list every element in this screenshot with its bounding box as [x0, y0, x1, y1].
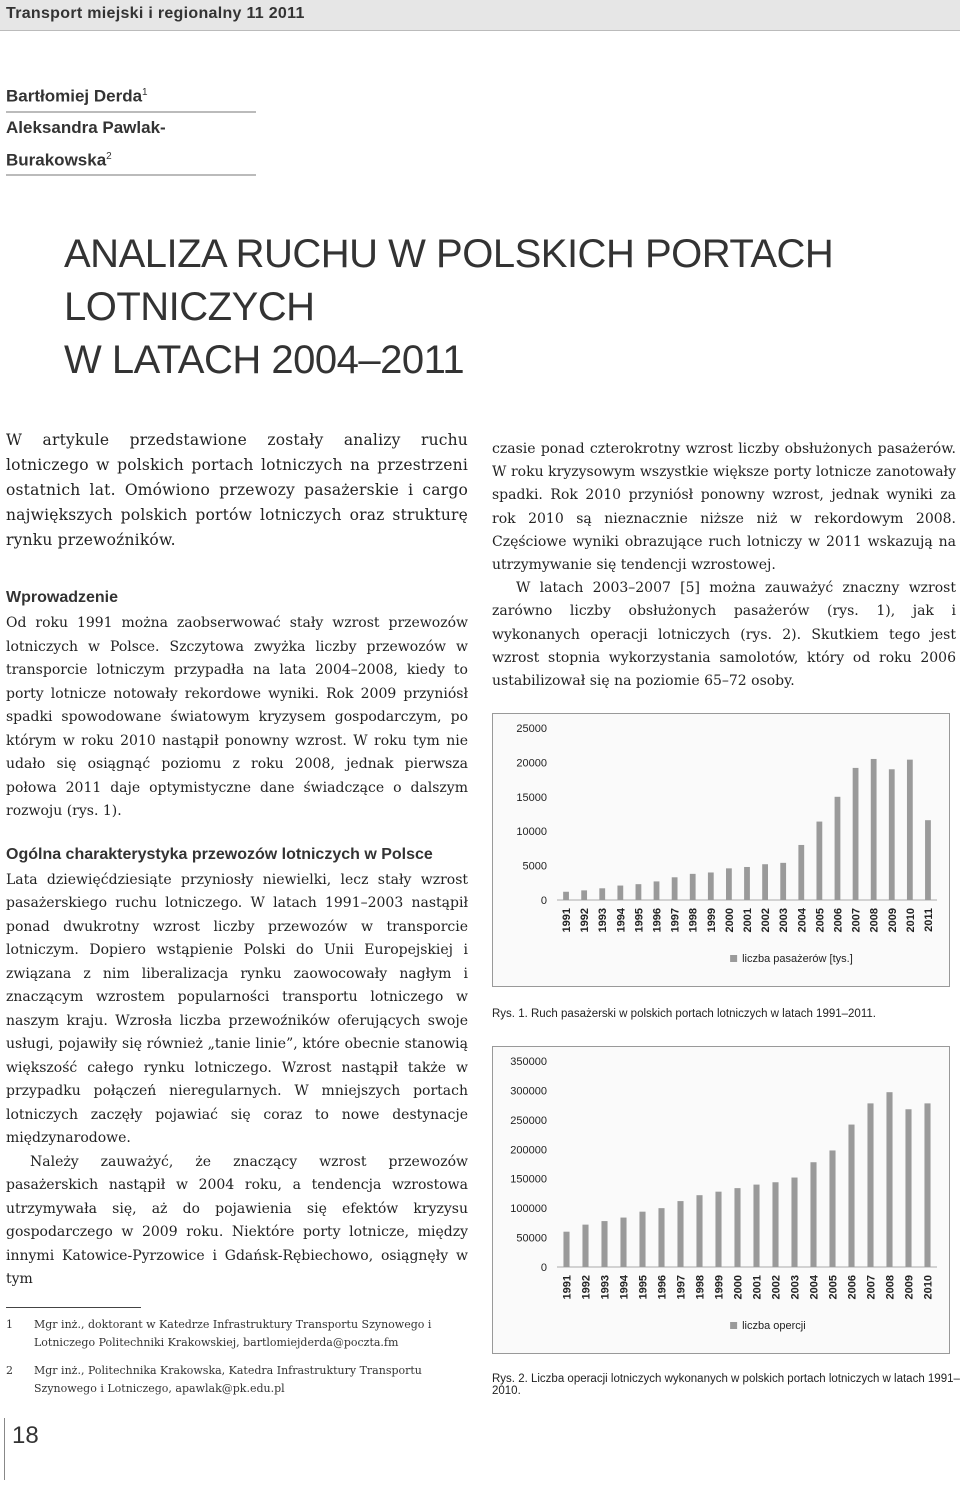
- bar-2-1996: [658, 1208, 664, 1267]
- bar-2-1995: [639, 1212, 645, 1267]
- bar-2-2008: [886, 1092, 892, 1267]
- bar-2-1991: [563, 1232, 569, 1267]
- bar-2-2009: [905, 1109, 911, 1267]
- bar-1-2011: [925, 820, 931, 900]
- bar-1-1992: [581, 890, 587, 900]
- x-tick-label-2-1993: 1993: [599, 1275, 612, 1300]
- footnotes: [6, 1316, 468, 1408]
- x-tick-label-1-1992: 1992: [579, 908, 592, 933]
- bar-2-2000: [734, 1188, 740, 1267]
- bar-1-2002: [762, 864, 768, 900]
- bar-1-2010: [907, 760, 913, 900]
- bar-1-1993: [599, 888, 605, 900]
- left-column: [6, 428, 468, 1292]
- footnote-rule: [6, 1307, 141, 1308]
- y-tick-label-1-3: 15000: [516, 791, 547, 804]
- article-title: [64, 228, 944, 387]
- section-heading-introduction: Wprowadzenie: [6, 589, 119, 606]
- footnote-1: 1 Mgr inż., doktorant w Katedrze Infrastruktury Transportu Szynowego i Lotniczego Politechniki Krakowskiej, bartlomiejderda@poczta.fm: [6, 1318, 432, 1349]
- x-tick-label-1-1998: 1998: [687, 908, 700, 933]
- x-tick-label-2-1995: 1995: [637, 1275, 650, 1300]
- introduction-paragraph: Od roku 1991 można zaobserwować stały wzrost przewozów lotniczych w Polsce. Szczytowa zwyżka liczby przewozów w transporcie lotniczym przypadła na lata 2004–2008, kiedy to porty lotnicze notowały rekordowe wyniki. Rok 2009 przyniósł spadki spowodowane światowym kryzysem gospodarczym, po którym w roku 2010 nastąpił ponowny wzrost. W roku tym nie udało się osiągnąć poziomu z roku 2008, jednak pierwsza połowa 2011 daje optymistyczne dane świadczące o dalszym rozwoju (rys. 1).: [6, 615, 468, 819]
- x-tick-label-1-1997: 1997: [669, 908, 682, 933]
- x-tick-label-1-2009: 2009: [886, 908, 899, 933]
- bar-2-2006: [848, 1125, 854, 1267]
- title-line-2: W LATACH 2004–2011: [64, 338, 465, 382]
- bar-1-2004: [798, 845, 804, 900]
- overview-paragraph-2: Należy zauważyć, że znaczący wzrost przewozów pasażerskich nastąpił w 2004 roku, a tendencja wzrostowa utrzymywała się, aż do pojawienia się efektów kryzysu gospodarczego w 2009 roku. Niektóre porty lotnicze, między innymi Katowice-Pyrzowice i Gdańsk-Rębiechowo, osiągnęły w tym: [6, 1153, 468, 1287]
- right-paragraph-2: W latach 2003–2007 [5] można zauważyć znaczny wzrost zarówno liczby obsłużonych pasażerów (rys. 1), jak i wykonanych operacji lotniczych (rys. 2). Skutkiem tego jest wzrost stopnia wykorzystania samolotów, który od roku 2006 ustabilizował się na poziomie 65–72 osoby.: [492, 580, 956, 690]
- bar-1-1999: [708, 872, 714, 900]
- x-tick-label-1-1999: 1999: [705, 908, 718, 933]
- bar-1-2007: [853, 768, 859, 900]
- bar-1-1996: [654, 881, 660, 900]
- bar-1-2008: [871, 759, 877, 900]
- y-tick-label-2-3: 150000: [510, 1173, 547, 1186]
- bar-1-2006: [835, 797, 841, 900]
- title-line-1: ANALIZA RUCHU W POLSKICH PORTACH LOTNICZYCH: [64, 232, 834, 329]
- x-tick-label-2-1994: 1994: [618, 1275, 631, 1300]
- y-tick-label-1-1: 5000: [522, 860, 547, 873]
- author-list: [6, 78, 256, 176]
- bar-1-2005: [816, 822, 822, 900]
- legend-swatch-2: [730, 1322, 737, 1329]
- x-tick-label-1-2011: 2011: [922, 908, 935, 932]
- bar-2-1997: [677, 1201, 683, 1267]
- legend-label-2: liczba opercji: [742, 1320, 806, 1332]
- x-tick-label-2-2009: 2009: [903, 1275, 916, 1300]
- y-tick-label-1-5: 25000: [516, 723, 547, 735]
- page-number-rule: [4, 1418, 5, 1480]
- bar-2-2003: [791, 1178, 797, 1267]
- x-tick-label-2-1992: 1992: [580, 1275, 593, 1300]
- author-1: Bartłomiej Derda$^1$: [6, 78, 256, 113]
- x-tick-label-2-2003: 2003: [789, 1275, 802, 1300]
- bar-2-2007: [867, 1103, 873, 1267]
- bar-1-1997: [672, 877, 678, 900]
- x-tick-label-1-2003: 2003: [778, 908, 791, 933]
- x-tick-label-2-1991: 1991: [561, 1275, 574, 1300]
- figure-1-chart: [492, 713, 950, 987]
- x-tick-label-2-1999: 1999: [713, 1275, 726, 1300]
- bar-2-2002: [772, 1182, 778, 1267]
- x-tick-label-1-2002: 2002: [760, 908, 773, 933]
- x-tick-label-1-2005: 2005: [814, 908, 827, 933]
- bar-1-1998: [690, 874, 696, 900]
- x-tick-label-2-2001: 2001: [751, 1275, 764, 1300]
- y-tick-label-1-2: 10000: [516, 826, 547, 839]
- x-tick-label-2-2008: 2008: [884, 1275, 897, 1300]
- right-column: [492, 438, 956, 693]
- y-tick-label-2-1: 50000: [516, 1232, 547, 1245]
- bar-2-2001: [753, 1185, 759, 1267]
- overview-paragraph-1: Lata dziewięćdziesiąte przyniosły niewielki, lecz stały wzrost pasażerskiego ruchu lotniczego. W latach 1991–2003 nastąpił ponad dwukrotny wzrost liczby przewozów w transporcie lotniczym. Dopiero wstąpienie Polski do Unii Europejskiej i związana z nim liberalizacja rynku zaowocowały nagłym i znaczącym wzrostem popularności transportu lotniczego w naszym kraju. Wzrosła liczba przewoźników oferujących swoje usługi, pojawiły się również „tanie linie”, które obecnie stanowią większość całego rynku lotniczego. Wzrost nastąpił także w przypadku połączeń nieregularnych. W mniejszych portach lotniczych zaczęły pojawiać się coraz to nowe destynacje międzynarodowe.: [6, 871, 468, 1146]
- operations-bar-chart: [493, 1047, 949, 1353]
- figure-2-caption: Rys. 2. Liczba operacji lotniczych wykonanych w polskich portach lotniczych w latach 1991–2010.: [492, 1373, 960, 1397]
- bar-2-1998: [696, 1195, 702, 1267]
- y-tick-label-2-6: 300000: [510, 1085, 547, 1098]
- x-tick-label-2-2004: 2004: [808, 1275, 821, 1300]
- x-tick-label-1-1991: 1991: [561, 908, 574, 933]
- y-tick-label-1-4: 20000: [516, 757, 547, 770]
- passenger-bar-chart: [493, 714, 949, 986]
- figure-2-chart: [492, 1046, 950, 1354]
- bar-1-2000: [726, 868, 732, 900]
- page-number: 18: [12, 1422, 39, 1449]
- y-tick-label-2-7: 350000: [510, 1056, 547, 1068]
- right-paragraph-1: czasie ponad czterokrotny wzrost liczby obsłużonych pasażerów. W roku kryzysowym wszystkie większe porty lotnicze zanotowały spadki. Rok 2010 przyniósł ponowny wzrost, jednak wyniki za rok 2010 są nieznacznie niższe niż w rekordowym 2008. Częściowe wyniki obrazujące ruch lotniczy w 2011 wskazują na utrzymywanie się tendencji wzrostowej.: [492, 441, 956, 574]
- x-tick-label-1-2008: 2008: [868, 908, 881, 933]
- x-tick-label-1-2010: 2010: [904, 908, 917, 933]
- bar-2-2004: [810, 1162, 816, 1267]
- author-2: Aleksandra Pawlak-Burakowska$^2$: [6, 113, 256, 177]
- x-tick-label-1-2004: 2004: [796, 908, 809, 933]
- bar-1-1995: [636, 884, 642, 900]
- x-tick-label-1-1994: 1994: [615, 908, 628, 933]
- legend-swatch-1: [730, 955, 737, 962]
- bar-1-1994: [617, 886, 623, 900]
- x-tick-label-1-2007: 2007: [850, 908, 863, 933]
- x-tick-label-2-1996: 1996: [656, 1275, 669, 1300]
- bar-2-1993: [601, 1221, 607, 1267]
- x-tick-label-1-1993: 1993: [597, 908, 610, 933]
- x-tick-label-2-2000: 2000: [732, 1275, 745, 1300]
- y-tick-label-2-2: 100000: [510, 1203, 547, 1216]
- x-tick-label-1-2000: 2000: [723, 908, 736, 933]
- journal-name: Transport miejski i regionalny 11 2011: [6, 5, 305, 22]
- x-tick-label-1-1995: 1995: [633, 908, 646, 933]
- x-tick-label-2-2007: 2007: [865, 1275, 878, 1300]
- x-tick-label-1-2001: 2001: [742, 908, 754, 933]
- journal-header: [0, 0, 960, 31]
- figure-1-caption: Rys. 1. Ruch pasażerski w polskich portach lotniczych w latach 1991–2011.: [492, 1008, 876, 1020]
- bar-2-2010: [924, 1103, 930, 1267]
- y-tick-label-1-0: 0: [540, 895, 547, 907]
- y-tick-label-2-5: 250000: [510, 1114, 547, 1127]
- x-tick-label-2-2002: 2002: [770, 1275, 783, 1300]
- bar-1-2003: [780, 863, 786, 900]
- footnote-2: 2 Mgr inż., Politechnika Krakowska, Katedra Infrastruktury Transportu Szynowego i Lotniczego, apawlak@pk.edu.pl: [6, 1364, 422, 1395]
- bar-1-2009: [889, 769, 895, 900]
- y-tick-label-2-0: 0: [540, 1262, 547, 1274]
- y-tick-label-2-4: 200000: [510, 1144, 547, 1157]
- bar-2-2005: [829, 1150, 835, 1267]
- x-tick-label-2-2010: 2010: [922, 1275, 935, 1300]
- x-tick-label-1-1996: 1996: [651, 908, 664, 933]
- bar-2-1992: [582, 1225, 588, 1267]
- legend-label-1: liczba pasażerów [tys.]: [742, 953, 853, 965]
- x-tick-label-2-1997: 1997: [675, 1275, 688, 1300]
- abstract: W artykule przedstawione zostały analizy ruchu lotniczego w polskich portach lotniczych na przestrzeni ostatnich lat. Omówiono przewozy pasażerskie i cargo największych polskich portów lotniczych oraz strukturę rynku przewoźników.: [6, 431, 468, 549]
- x-tick-label-2-2006: 2006: [846, 1275, 859, 1300]
- x-tick-label-2-2005: 2005: [827, 1275, 840, 1300]
- section-heading-overview: Ogólna charakterystyka przewozów lotniczych w Polsce: [6, 845, 433, 863]
- bar-2-1999: [715, 1192, 721, 1267]
- x-tick-label-1-2006: 2006: [832, 908, 845, 933]
- x-tick-label-2-1998: 1998: [694, 1275, 707, 1300]
- bar-2-1994: [620, 1218, 626, 1267]
- bar-1-2001: [744, 867, 750, 900]
- bar-1-1991: [563, 892, 569, 900]
